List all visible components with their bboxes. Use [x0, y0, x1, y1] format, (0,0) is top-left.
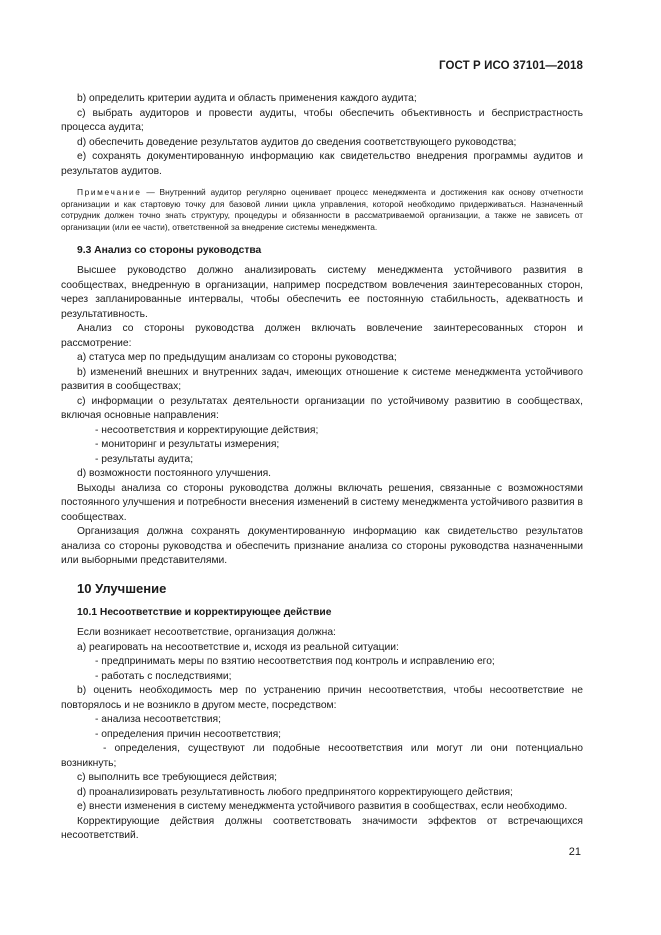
list-item: a) реагировать на несоответствие и, исходя из реальной ситуации: — [77, 641, 399, 653]
paragraph: Если возникает несоответствие, организация должна: — [77, 627, 336, 639]
note — [61, 187, 583, 234]
dash-item: - предпринимать меры по взятию несоответствия под контроль и исправлению его; — [61, 655, 583, 670]
paragraph: Анализ со стороны руководства должен включать вовлечение заинтересованных сторон и рассмотрение: — [61, 323, 583, 349]
list-item: c) выбрать аудиторов и провести аудиты, чтобы обеспечить объективность и беспристрастность процесса аудита; — [61, 107, 583, 133]
list-item: c) выполнить все требующиеся действия; — [77, 772, 278, 784]
page-content — [61, 92, 583, 844]
paragraph: Организация должна сохранять документированную информацию как свидетельство результатов анализа со стороны руководства и обеспечить признание анализа со стороны руководства назначенными или выборными представителями. — [61, 526, 583, 567]
section-10-1-title: 10.1 Несоответствие и корректирующее действие — [77, 606, 332, 618]
note-text: — Внутренний аудитор регулярно оценивает процесс менеджмента и достижения как основу отчетности организации и как стартовую точку для базовой линии цикла управления, которой необходимо придерживаться. Назначенный сотрудник должен точно знать структуру, процедуры и обязанности в рассматриваемой организации, а также не зависеть от организации (или ее части), ответственной за внедрение системы менеджмента. — [61, 187, 583, 233]
section-9-3-title: 9.3 Анализ со стороны руководства — [77, 244, 262, 256]
list-item: d) проанализировать результативность любого предпринятого корректирующего действия; — [77, 786, 513, 798]
dash-item: - мониторинг и результаты измерения; — [61, 438, 583, 453]
list-item: c) информации о результатах деятельности организации по устойчивому развитию в сообществах, включая основные направления: — [61, 395, 583, 422]
list-item: d) возможности постоянного улучшения. — [77, 468, 272, 480]
standard-header: ГОСТ Р ИСО 37101—2018 — [438, 60, 583, 72]
list-item: e) сохранять документированную информацию как свидетельство внедрения программы аудитов и результатов аудитов. — [61, 151, 583, 177]
paragraph: Выходы анализа со стороны руководства должны включать решения, связанные с возможностями постоянного улучшения и потребности внесения изменений в систему менеджмента устойчивого развития в сообществах. — [61, 482, 583, 523]
list-item: e) внести изменения в систему менеджмента устойчивого развития в сообществах, если необходимо. — [77, 801, 568, 813]
dash-item: - анализа несоответствия; — [61, 713, 583, 728]
dash-item: - определения, существуют ли подобные несоответствия или могут ли они потенциально возникнуть; — [61, 742, 583, 771]
list-item: b) определить критерии аудита и область применения каждого аудита; — [77, 93, 417, 104]
dash-item: - работать с последствиями; — [61, 670, 583, 685]
list-item: b) оценить необходимость мер по устранению причин несоответствия, чтобы несоответствие не повторялось и не возникло в другом месте, посредством: — [61, 685, 583, 711]
section-10-title: 10 Улучшение — [77, 580, 167, 596]
note-label: Примечание — [77, 187, 142, 197]
paragraph: Высшее руководство должно анализировать систему менеджмента устойчивого развития в сообществах, внедренную в организации, например посредством вовлечения заинтересованных сторон, через запланированные интервалы, чтобы обеспечить ее постоянную стабильность, адекватность и результативность. — [61, 265, 583, 320]
page-number: 21 — [568, 846, 581, 858]
list-item: b) изменений внешних и внутренних задач, имеющих отношение к системе менеджмента устойчивого развития в сообществах; — [61, 366, 583, 393]
paragraph: Корректирующие действия должны соответствовать значимости эффектов от встречающихся несоответствий. — [61, 815, 583, 842]
dash-item: - несоответствия и корректирующие действия; — [61, 424, 583, 439]
dash-item: - результаты аудита; — [61, 453, 583, 468]
list-item: d) обеспечить доведение результатов аудитов до сведения соответствующего руководства; — [77, 136, 517, 148]
dash-item: - определения причин несоответствия; — [61, 728, 583, 743]
list-item: a) статуса мер по предыдущим анализам со стороны руководства; — [77, 352, 397, 364]
